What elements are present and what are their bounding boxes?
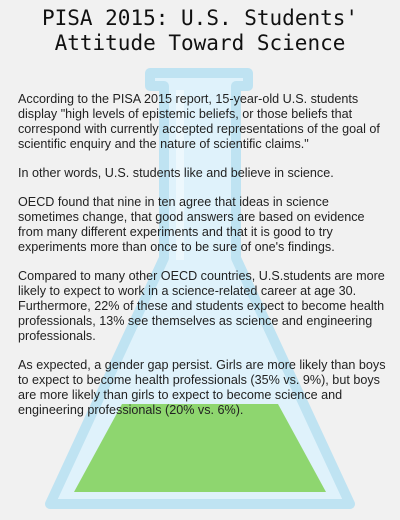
paragraph-pisa-report: According to the PISA 2015 report, 15-year-old U.S. students display "high levels of epistemic beliefs, or those beliefs that correspond with currently accepted representations of the goal of scientific enquiry and the nature of scientific claims." bbox=[18, 92, 380, 151]
paragraph-oecd-findings: OECD found that nine in ten agree that ideas in science sometimes change, that good answers are based on evidence from many different experiments and that it is good to try experiments more than once to be sure of one's findings. bbox=[18, 195, 365, 254]
paragraph-gender-gap: As expected, a gender gap persist. Girls are more likely than boys to expect to become health professionals (35% vs. 9%), but boys are more likely than girls to expect to become science and engineering professionals (20% vs. 6%). bbox=[18, 358, 386, 417]
page-title-line-1: PISA 2015: U.S. Students' bbox=[41, 6, 359, 30]
page-title-line-2: Attitude Toward Science bbox=[54, 31, 346, 55]
article-body bbox=[18, 92, 388, 432]
page-title bbox=[0, 6, 400, 56]
paragraph-summary: In other words, U.S. students like and believe in science. bbox=[18, 166, 334, 180]
paragraph-careers: Compared to many other OECD countries, U.S.students are more likely to expect to work in a science-related career at age 30. Furthermore, 22% of these and students expect to become health professionals, 13% see themselves as science and engineering professionals. bbox=[18, 269, 385, 343]
